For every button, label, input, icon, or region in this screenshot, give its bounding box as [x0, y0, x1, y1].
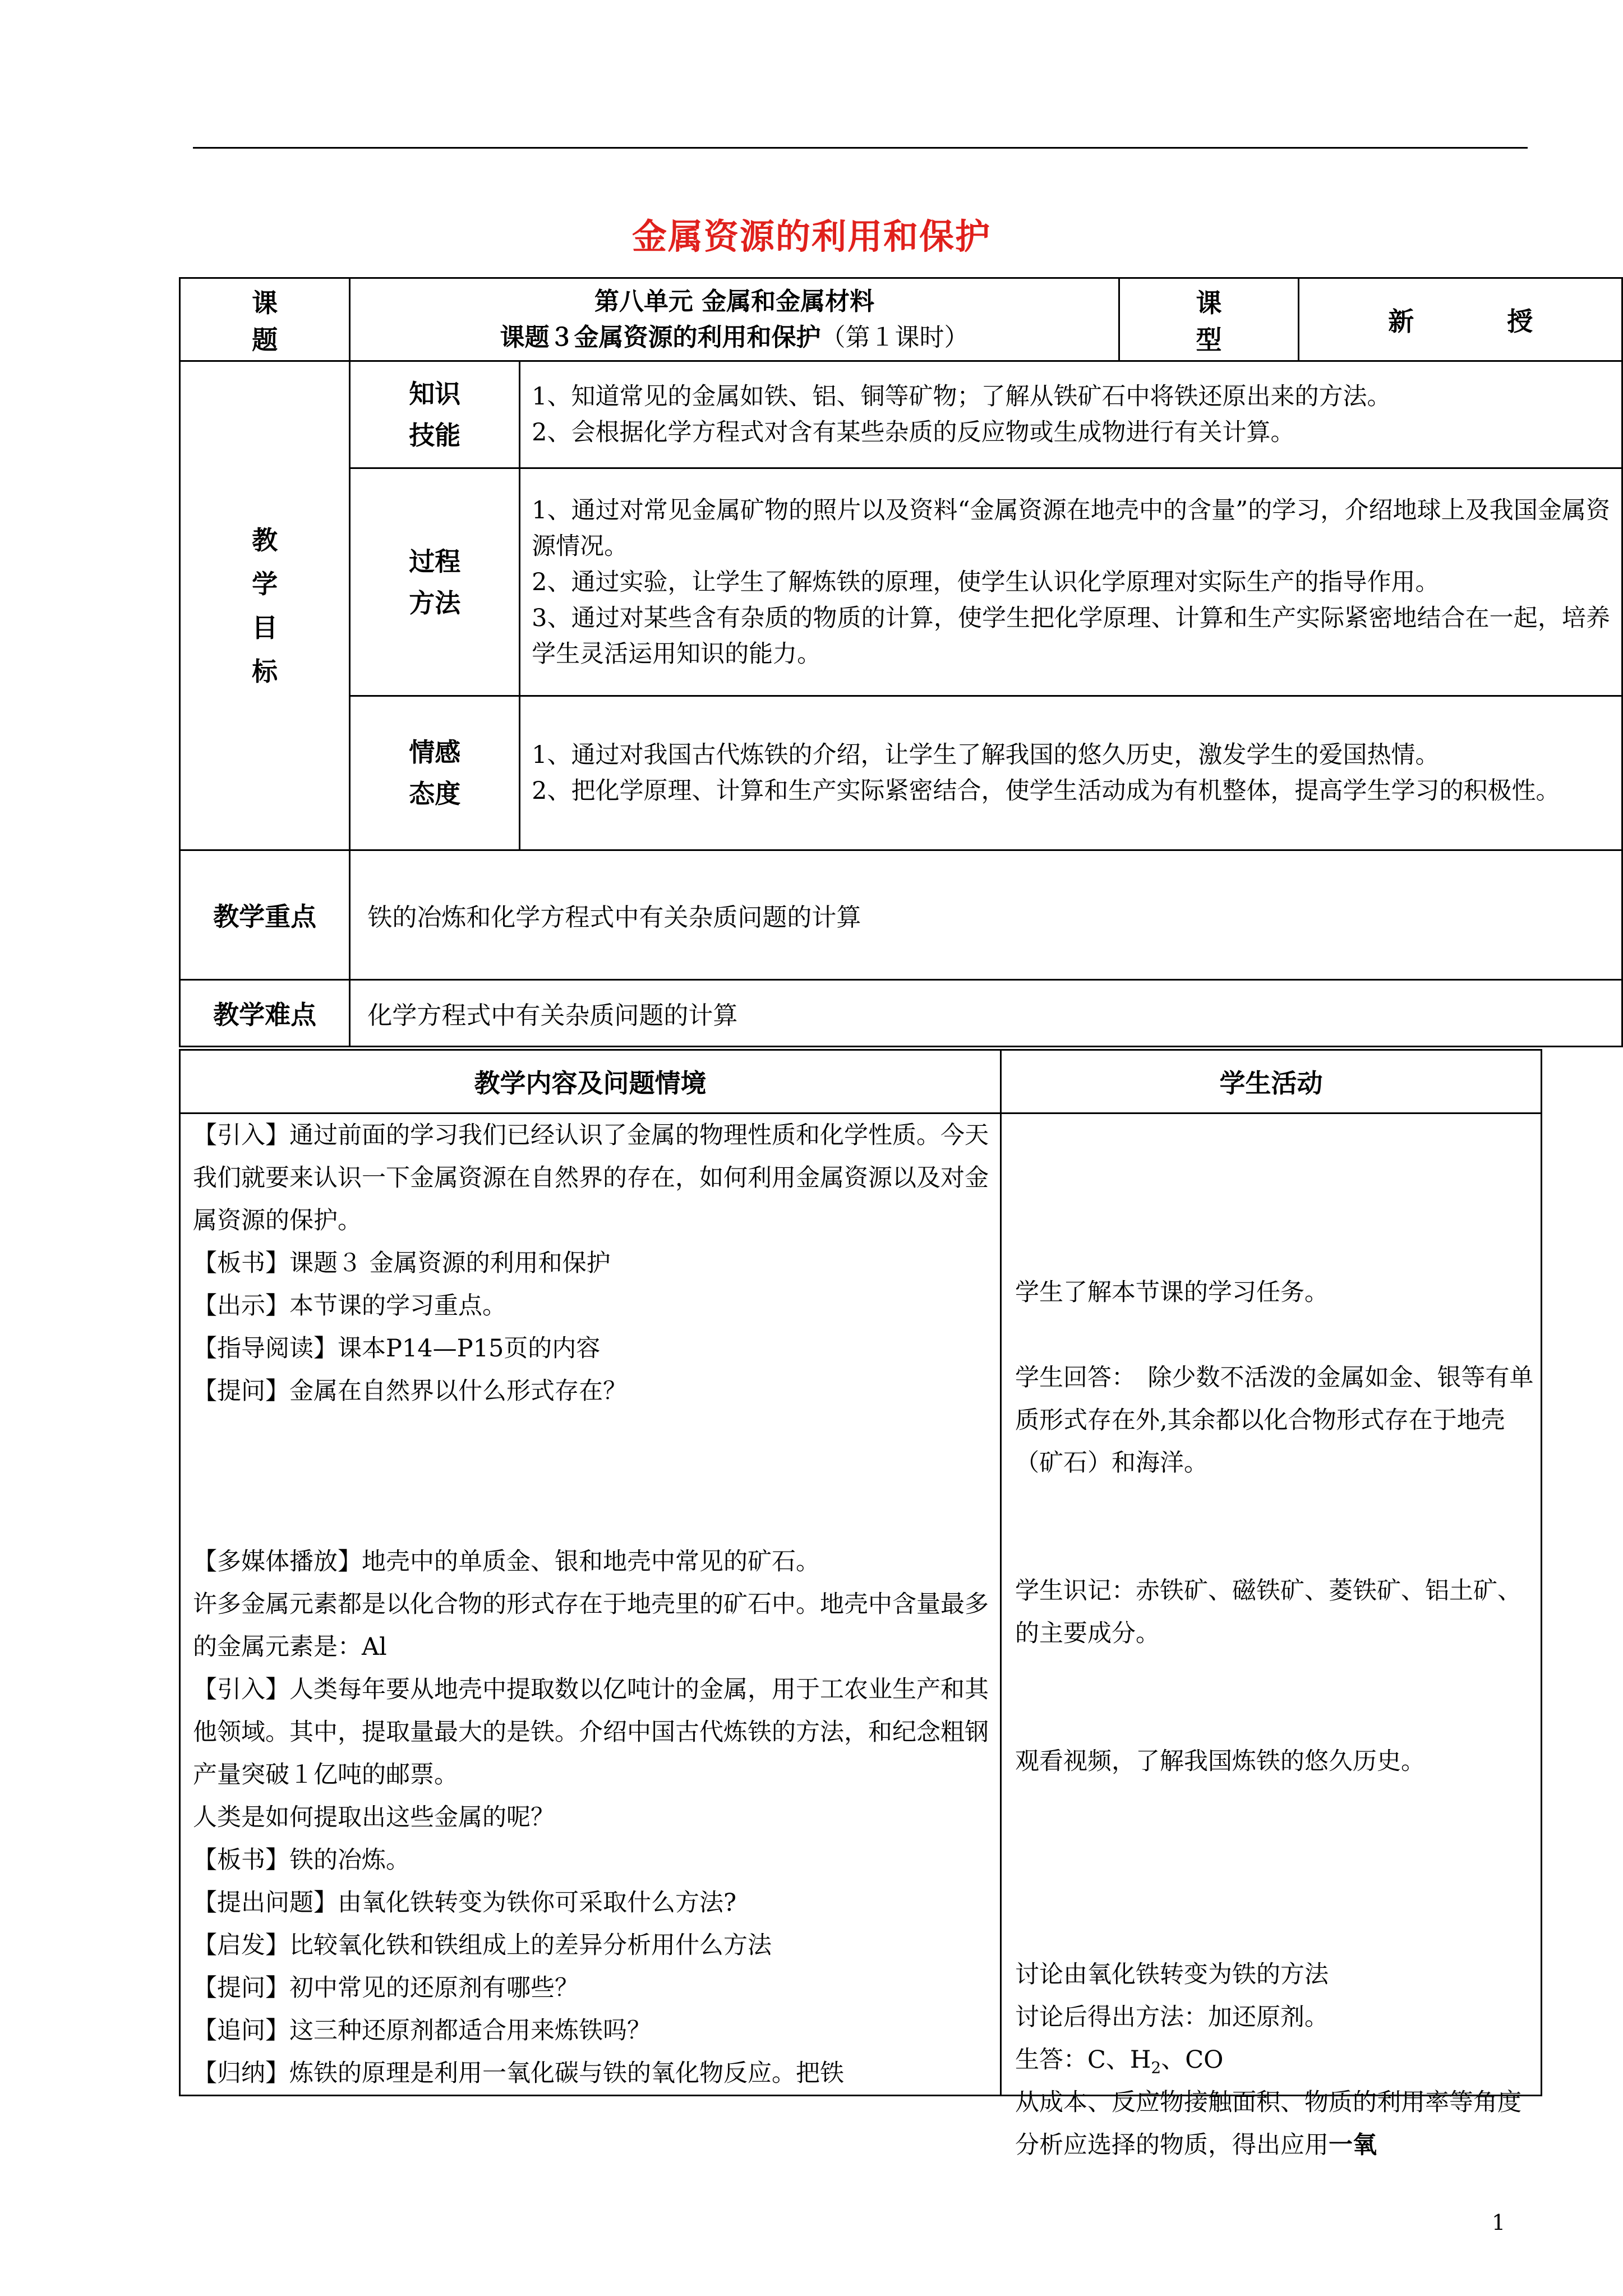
process-body-row [180, 1114, 1542, 2096]
content-line: 【引入】通过前面的学习我们已经认识了金属的物理性质和化学性质。今天我们就要来认识一下金属资源在自然界的存在，如何利用金属资源以及对金属资源的保护。 [193, 1121, 989, 1235]
goal-line: 1、通过对常见金属矿物的照片以及资料“金属资源在地壳中的含量”的学习，介绍地球上及我国金属资源情况。 [532, 496, 1610, 560]
type-value: 新 授 [1299, 278, 1622, 361]
content-spacer [193, 1498, 991, 1540]
goal-label-line: 方法 [409, 587, 461, 618]
content-line: 许多金属元素都是以化合物的形式存在于地壳里的矿石中。地壳中含量最多的金属元素是：Al [193, 1590, 989, 1661]
process-header-row [180, 1050, 1542, 1114]
goal-knowledge-text [520, 361, 1622, 468]
unit-line: 第八单元 金属和金属材料 [594, 287, 875, 316]
difficulty-text: 化学方程式中有关杂质问题的计算 [350, 980, 1622, 1047]
difficulty-label: 教学难点 [180, 980, 350, 1047]
content-line: 【提出问题】由氧化铁转变为铁你可采取什么方法? [193, 1889, 737, 1917]
lesson-line [351, 320, 1118, 356]
content-line: 【引入】人类每年要从地壳中提取数以亿吨计的金属，用于工农业生产和其他领域。其中，提取量最大的是铁。介绍中国古代炼铁的方法，和纪念粗钢产量突破１亿吨的邮票。 [193, 1676, 989, 1789]
content-line: 【启发】比较氧化铁和铁组成上的差异分析用什么方法 [193, 1931, 772, 1959]
goal-label-line: 态度 [409, 779, 461, 809]
goal-attitude-label [350, 696, 520, 850]
goal-process-label [350, 468, 520, 696]
goal-line: 2、把化学原理、计算和生产实际紧密结合，使学生活动成为有机整体，提高学生学习的积极性。 [532, 777, 1560, 805]
key-point-text: 铁的冶炼和化学方程式中有关杂质问题的计算 [350, 850, 1622, 980]
goal-label-line: 情感 [409, 737, 461, 767]
teaching-process-table [179, 1049, 1542, 2159]
content-line: 【出示】本节课的学习重点。 [193, 1292, 506, 1320]
document-title: 金属资源的利用和保护 [631, 216, 991, 257]
activity-text: 从成本、反应物接触面积、物质的利用率等角度分析应选择的物质，得出应用 [1015, 2088, 1521, 2159]
goal-label-line: 知识 [409, 379, 461, 409]
goal-line: 3、通过对某些含有杂质的物质的计算，使学生把化学原理、计算和生产实际紧密地结合在一起，培养学生灵活运用知识的能力。 [532, 604, 1610, 668]
lesson-note: （第１课时） [820, 323, 969, 352]
goal-line: 2、会根据化学方程式对含有某些杂质的反应物或生成物进行有关计算。 [532, 418, 1295, 447]
topic-row [180, 278, 1622, 361]
activity-text-bold: 一氧 [1329, 2131, 1377, 2159]
topic-label: 课 题 [180, 278, 350, 361]
goals-label-char: 标 [252, 656, 278, 687]
activity-item [1015, 2081, 1534, 2166]
content-line: 【提问】金属在自然界以什么形式存在？ [193, 1377, 627, 1405]
goals-label-char: 教 [252, 524, 278, 555]
lesson-title-cell [350, 278, 1119, 361]
goal-attitude-row [180, 696, 1622, 850]
content-line: 【板书】课题３ 金属资源的利用和保护 [193, 1249, 611, 1277]
content-spacer [193, 1455, 991, 1498]
page-number: 1 [1492, 2210, 1506, 2235]
goal-attitude-text [520, 696, 1622, 850]
content-column-header: 教学内容及问题情境 [180, 1050, 1001, 1114]
key-point-row [180, 850, 1622, 980]
goal-label-line: 技能 [409, 420, 461, 450]
goals-label-char: 目 [252, 612, 278, 643]
activity-item: 讨论后得出方法：加还原剂。 [1015, 2003, 1329, 2031]
goals-label-char: 学 [252, 568, 278, 599]
goals-label [180, 361, 350, 850]
activity-item: 讨论由氧化铁转变为铁的方法 [1015, 1961, 1329, 1989]
goal-line: 1、知道常见的金属如铁、铝、铜等矿物；了解从铁矿石中将铁还原出来的方法。 [532, 383, 1391, 411]
content-line: 【提问】初中常见的还原剂有哪些？ [193, 1974, 579, 2002]
goal-process-row [180, 468, 1622, 696]
content-line: 【指导阅读】课本P14—P15页的内容 [193, 1335, 601, 1363]
content-line: 【板书】铁的冶炼。 [193, 1846, 410, 1874]
content-line: 【归纳】炼铁的原理是利用一氧化碳与铁的氧化物反应。把铁 [193, 2059, 844, 2087]
activity-item: 观看视频，了解我国炼铁的悠久历史。 [1015, 1747, 1425, 1775]
content-line: 【追问】这三种还原剂都适合用来炼铁吗？ [193, 2017, 651, 2045]
type-label: 课 型 [1119, 278, 1299, 361]
lesson-info-table [179, 277, 1623, 1047]
activity-item: 学生了解本节课的学习任务。 [1015, 1278, 1329, 1306]
goal-knowledge-row [180, 361, 1622, 468]
content-spacer [193, 1412, 991, 1455]
content-line: 【多媒体播放】地壳中的单质金、银和地壳中常见的矿石。 [193, 1548, 820, 1576]
goal-process-text [520, 468, 1622, 696]
activity-text: 生答：C、H [1015, 2046, 1151, 2074]
activity-column-header: 学生活动 [1001, 1050, 1542, 1114]
student-activities [1001, 1114, 1542, 2159]
activity-text: 、CO [1161, 2046, 1224, 2074]
goal-line: 2、通过实验，让学生了解炼铁的原理，使学生认识化学原理对实际生产的指导作用。 [532, 568, 1440, 596]
activity-item: 学生识记：赤铁矿、磁铁矿、菱铁矿、铝土矿、的主要成分。 [1015, 1577, 1521, 1648]
header-rule [193, 147, 1528, 149]
goal-line: 1、通过对我国古代炼铁的介绍，让学生了解我国的悠久历史，激发学生的爱国热情。 [532, 741, 1440, 769]
difficulty-row [180, 980, 1622, 1047]
lesson-name: 课题３金属资源的利用和保护 [500, 323, 821, 352]
goal-knowledge-label [350, 361, 520, 468]
teaching-content [180, 1114, 1001, 2096]
content-line: 人类是如何提取出这些金属的呢？ [193, 1803, 555, 1832]
key-point-label: 教学重点 [180, 850, 350, 980]
activity-item: 学生回答： 除少数不活泼的金属如金、银等有单质形式存在外,其余都以化合物形式存在于地壳（矿石）和海洋。 [1015, 1364, 1534, 1477]
goal-label-line: 过程 [409, 546, 461, 577]
subscript: 2 [1151, 2058, 1161, 2077]
